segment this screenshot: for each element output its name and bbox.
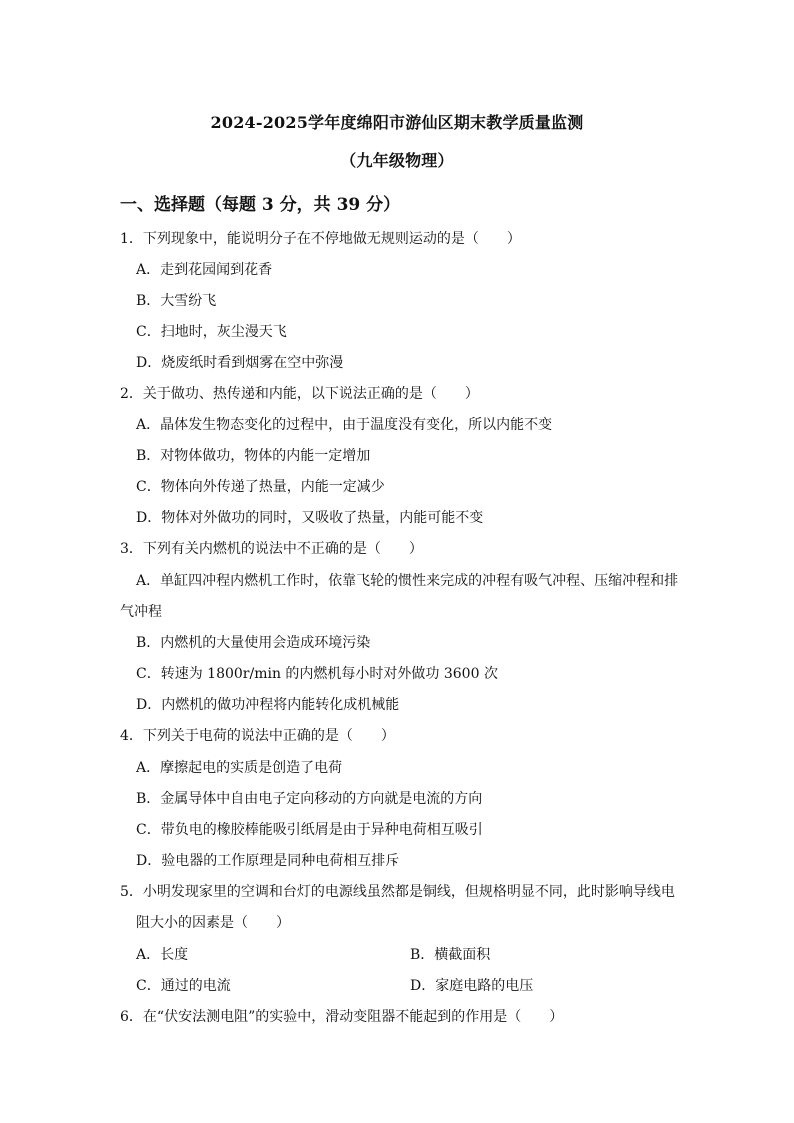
question-2-option-c: C．物体向外传递了热量，内能一定减少 [136,479,385,495]
question-5-stem-continued: 阻大小的因素是（ ） [136,915,290,931]
question-3-stem: 3．下列有关内燃机的说法中不正确的是（ ） [120,541,423,557]
question-2-option-b: B．对物体做功，物体的内能一定增加 [136,448,371,464]
question-4-stem: 4．下列关于电荷的说法中正确的是（ ） [120,728,395,744]
question-5-stem: 5．小明发现家里的空调和台灯的电源线虽然都是铜线，但规格明显不同，此时影响导线电 [120,884,675,900]
question-5-option-a: A．长度 [136,947,189,963]
question-4-option-c: C．带负电的橡胶棒能吸引纸屑是由于异种电荷相互吸引 [136,822,483,838]
question-1-option-a: A．走到花园闻到花香 [136,262,273,278]
question-5-option-b: B．横截面积 [410,947,491,963]
question-4-option-b: B．金属导体中自由电子定向移动的方向就是电流的方向 [136,791,483,807]
question-5-option-c: C．通过的电流 [136,978,231,994]
question-2-option-d: D．物体对外做功的同时，又吸收了热量，内能可能不变 [136,510,484,526]
question-3-option-c: C．转速为 1800r/min 的内燃机每小时对外做功 3600 次 [136,666,498,682]
question-1-stem: 1．下列现象中，能说明分子在不停地做无规则运动的是（ ） [120,231,521,247]
question-4-option-d: D．验电器的工作原理是同种电荷相互排斥 [136,853,400,869]
page-title: 2024-2025学年度绵阳市游仙区期末教学质量监测 [210,113,584,132]
question-1-option-c: C．扫地时，灰尘漫天飞 [136,324,287,340]
question-2-option-a: A．晶体发生物态变化的过程中，由于温度没有变化，所以内能不变 [136,417,553,433]
question-1-option-b: B．大雪纷飞 [136,293,217,309]
question-3-option-b: B．内燃机的大量使用会造成环境污染 [136,635,371,651]
question-3-option-a: A．单缸四冲程内燃机工作时，依靠飞轮的惯性来完成的冲程有吸气冲程、压缩冲程和排 [136,573,679,589]
question-6-stem: 6．在“伏安法测电阻”的实验中，滑动变阻器不能起到的作用是（ ） [120,1009,564,1025]
question-1-option-d: D．烧废纸时看到烟雾在空中弥漫 [136,355,344,371]
question-2-stem: 2．关于做功、热传递和内能，以下说法正确的是（ ） [120,386,479,402]
question-4-option-a: A．摩擦起电的实质是创造了电荷 [136,760,343,776]
question-3-option-d: D．内燃机的做功冲程将内能转化成机械能 [136,697,400,713]
question-5-option-d: D．家庭电路的电压 [410,978,534,994]
section-heading: 一、选择题（每题 3 分，共 39 分） [120,195,401,215]
page-subtitle: （九年级物理） [340,151,454,170]
question-3-option-a-continued: 气冲程 [120,604,162,620]
